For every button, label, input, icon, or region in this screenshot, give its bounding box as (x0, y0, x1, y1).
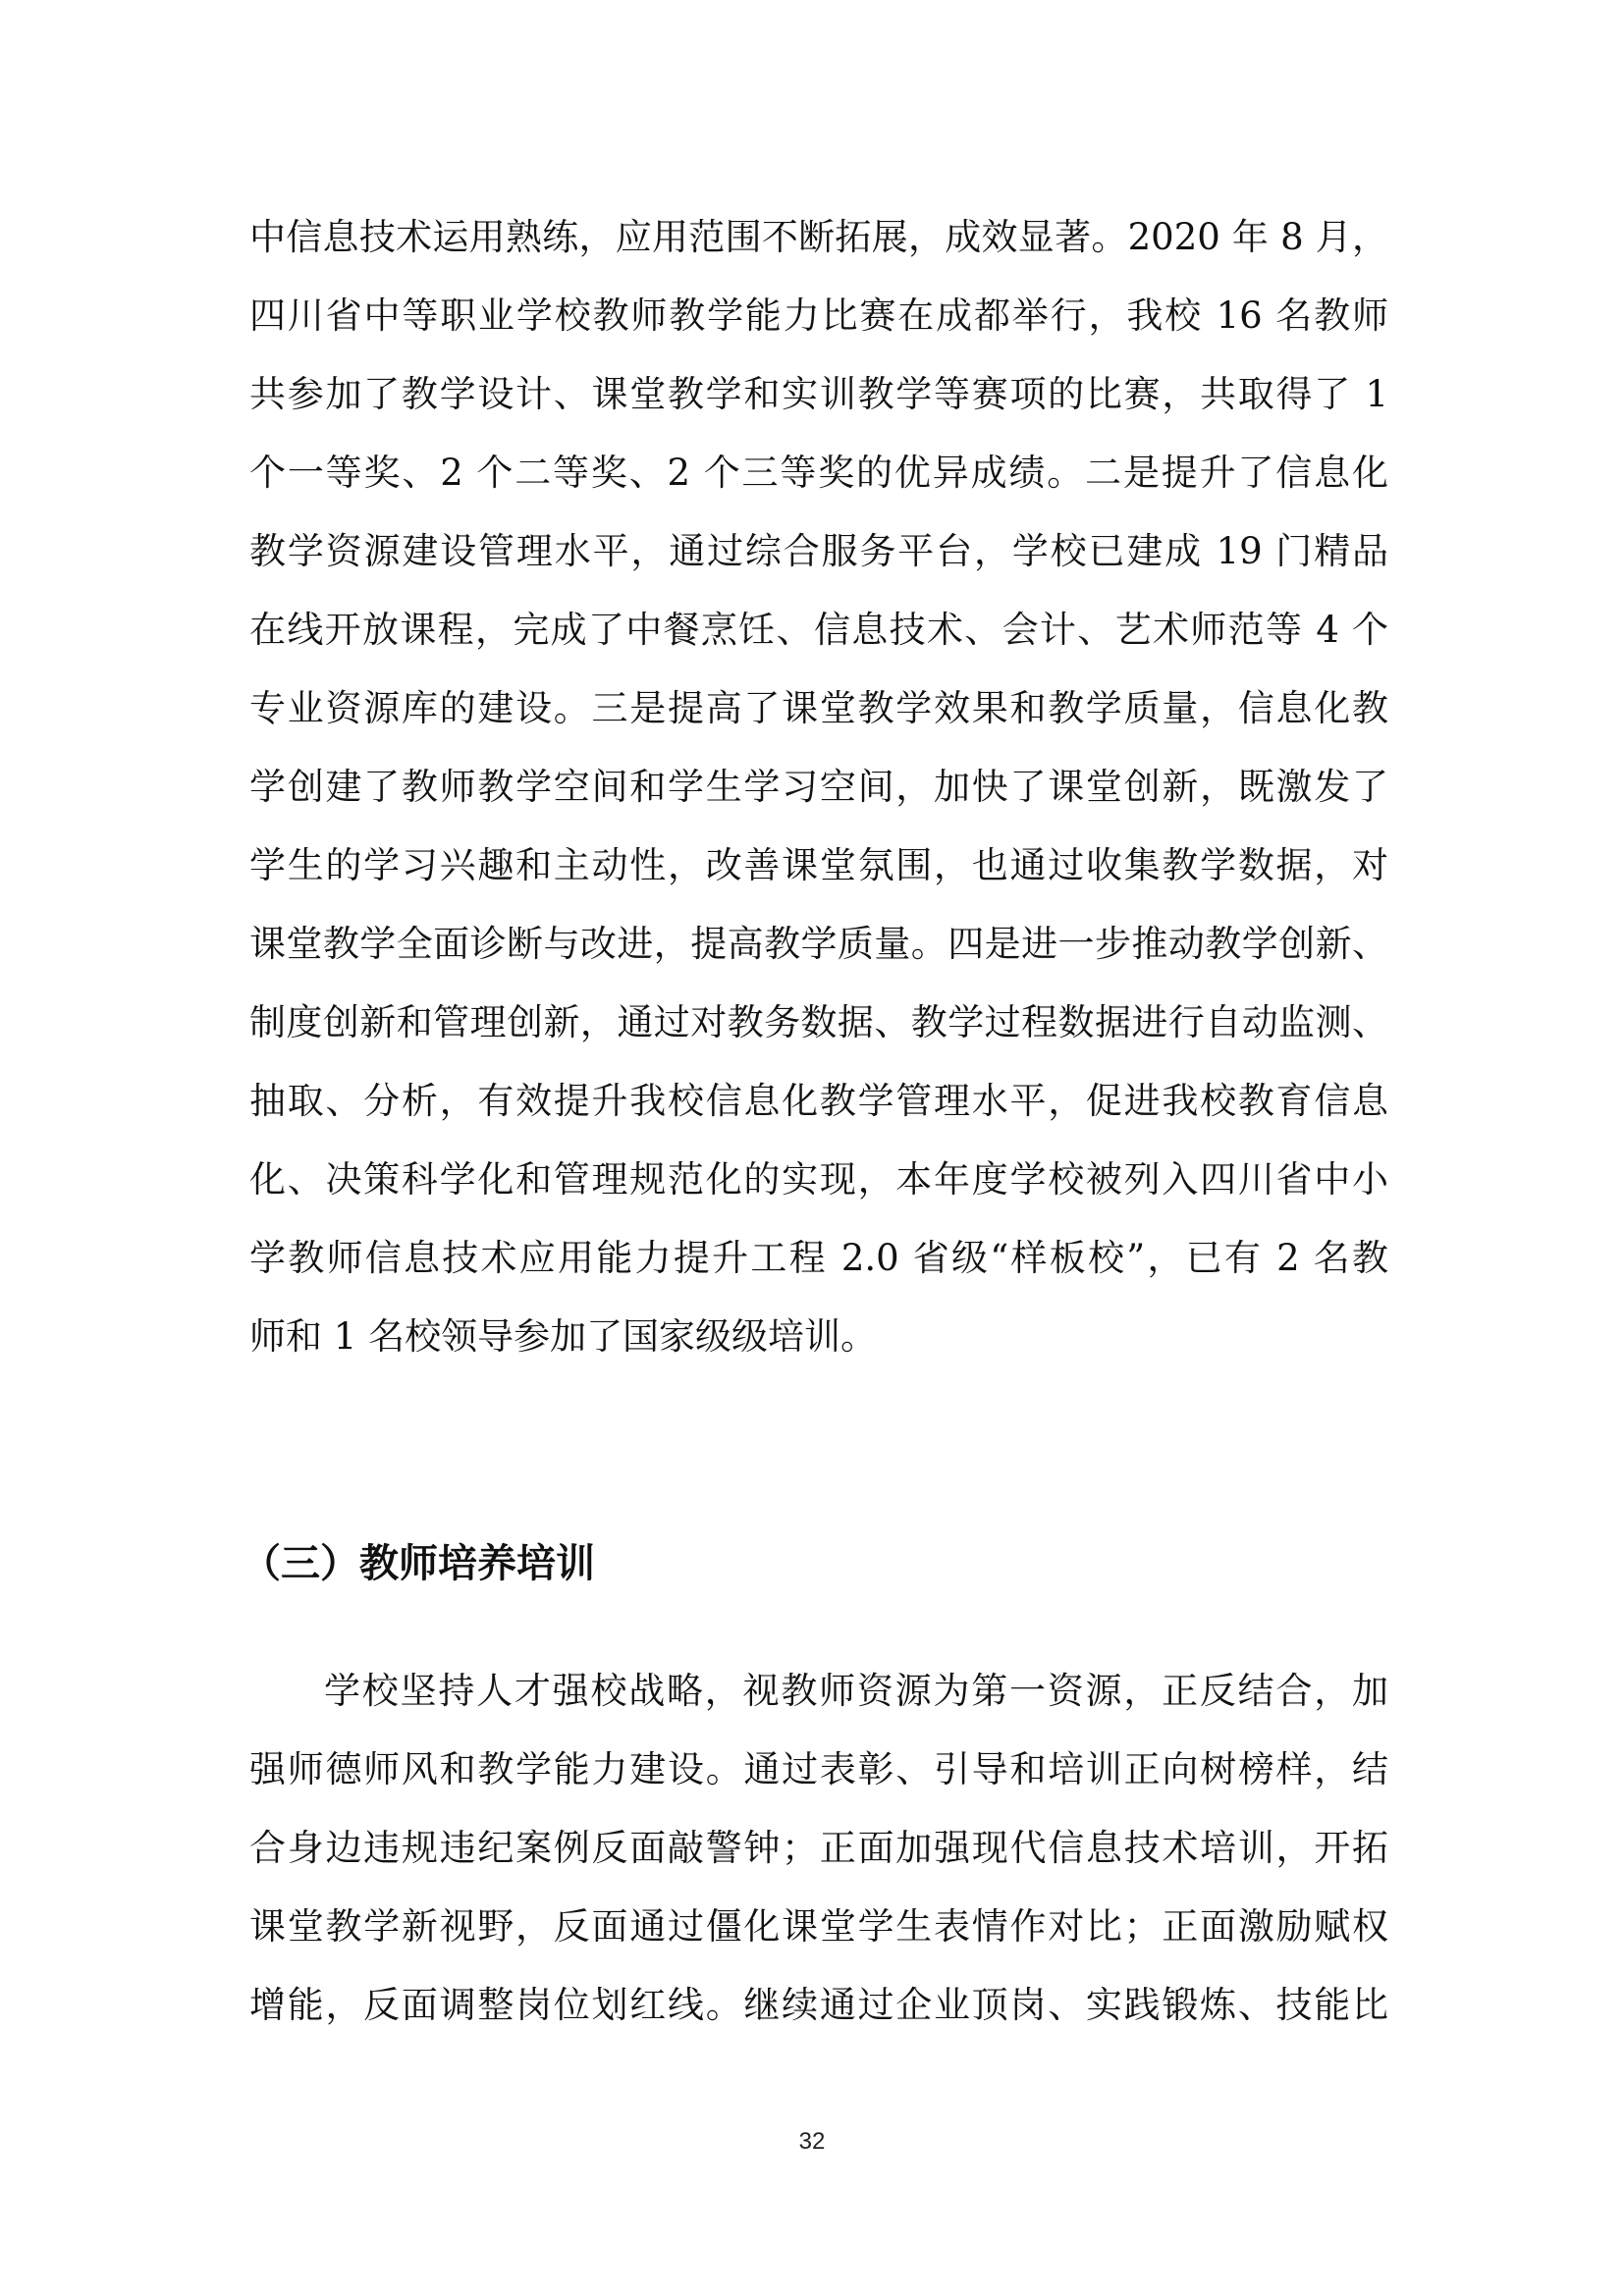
paragraph-1-line: 师和 1 名校领导参加了国家级级培训。 (249, 1315, 878, 1358)
paragraph-1-line: 学创建了教师教学空间和学生学习空间，加快了课堂创新，既激发了 (249, 766, 1388, 808)
paragraph-2-line: 强师德师风和教学能力建设。通过表彰、引导和培训正向树榜样，结 (249, 1748, 1388, 1790)
paragraph-2-line: 学校坚持人才强校战略，视教师资源为第一资源，正反结合，加 (324, 1670, 1388, 1712)
paragraph-1-line: 专业资源库的建设。三是提高了课堂教学效果和教学质量，信息化教 (249, 687, 1388, 729)
page-number: 32 (798, 2128, 826, 2155)
paragraph-2-line: 合身边违规违纪案例反面敲警钟；正面加强现代信息技术培训，开拓 (249, 1827, 1388, 1869)
paragraph-1-line: 中信息技术运用熟练，应用范围不断拓展，成效显著。2020 年 8 月， (249, 216, 1388, 258)
paragraph-1-line: 教学资源建设管理水平，通过综合服务平台，学校已建成 19 门精品 (249, 530, 1388, 572)
section-heading: （三）教师培养培训 (242, 1540, 595, 1586)
paragraph-1-line: 在线开放课程，完成了中餐烹饪、信息技术、会计、艺术师范等 4 个 (249, 609, 1388, 651)
paragraph-2-line: 增能，反面调整岗位划红线。继续通过企业顶岗、实践锻炼、技能比 (249, 1984, 1388, 2026)
paragraph-1-line: 个一等奖、2 个二等奖、2 个三等奖的优异成绩。二是提升了信息化 (249, 452, 1388, 494)
paragraph-1-line: 学生的学习兴趣和主动性，改善课堂氛围，也通过收集教学数据，对 (249, 844, 1388, 886)
paragraph-1-line: 课堂教学全面诊断与改进，提高教学质量。四是进一步推动教学创新、 (249, 923, 1388, 965)
paragraph-1-line: 化、决策科学化和管理规范化的实现，本年度学校被列入四川省中小 (249, 1158, 1388, 1201)
paragraph-1-line: 抽取、分析，有效提升我校信息化教学管理水平，促进我校教育信息 (249, 1080, 1388, 1122)
paragraph-1-line: 制度创新和管理创新，通过对教务数据、教学过程数据进行自动监测、 (249, 1001, 1388, 1043)
paragraph-2-line: 课堂教学新视野，反面通过僵化课堂学生表情作对比；正面激励赋权 (249, 1905, 1388, 1948)
paragraph-1-line: 共参加了教学设计、课堂教学和实训教学等赛项的比赛，共取得了 1 (249, 373, 1388, 415)
paragraph-1-line: 四川省中等职业学校教师教学能力比赛在成都举行，我校 16 名教师 (249, 294, 1388, 337)
paragraph-1-line: 学教师信息技术应用能力提升工程 2.0 省级“样板校”，已有 2 名教 (249, 1237, 1388, 1279)
